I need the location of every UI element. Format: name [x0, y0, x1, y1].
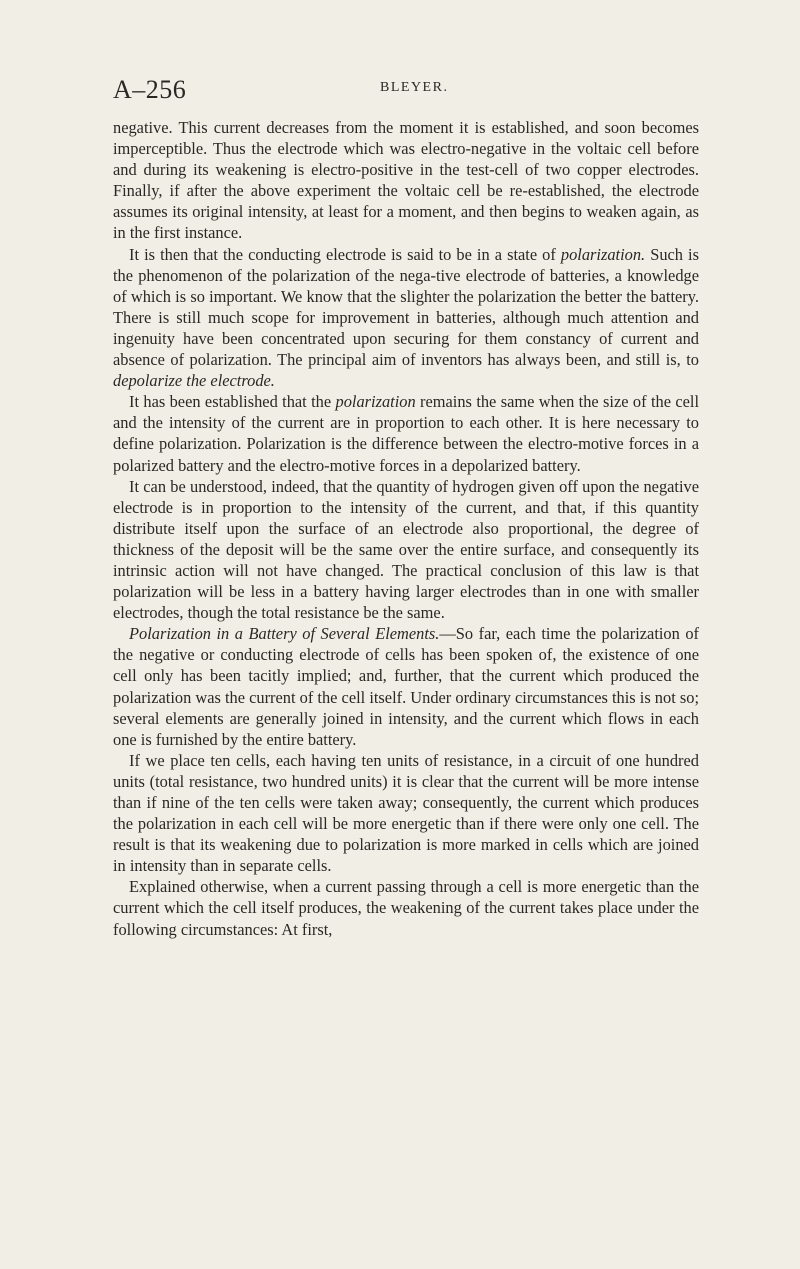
- paragraph-1: negative. This current decreases from the moment it is established, and soon becomes imperceptible. Thus the electrode which was electro-negative in the voltaic cell before and during its weakening is electro-positive in the test-cell of two copper electrodes. Finally, if after the above experiment the voltaic cell be re-established, the electrode assumes its original intensity, at least for a moment, and then begins to weaken again, as in the first instance.: [113, 118, 699, 243]
- italic-term: polarization.: [560, 244, 646, 264]
- body-text: [113, 117, 699, 940]
- paragraph-7: Explained otherwise, when a current passing through a cell is more energetic than the current which the cell itself produces, the weakening of the current takes place under the following circumstances: At first,: [113, 877, 699, 939]
- paragraph-5: Polarization in a Battery of Several Elements.—So far, each time the polarization of the negative or conducting electrode of cells has been spoken of, the existence of one cell only has been tacitly implied; and, further, that the current which produced the polarization was the current of the cell itself. Under ordinary circumstances this is not so; several elements are generally joined in intensity, and the current which flows in each one is furnished by the entire battery.: [113, 624, 699, 749]
- section-heading: Polarization in a Battery of Several Elements.: [129, 624, 440, 644]
- page-number: A–256: [113, 75, 187, 104]
- italic-term: polarization: [335, 392, 416, 412]
- running-head: BLEYER.: [380, 80, 449, 95]
- italic-term: depolarize the electrode.: [113, 371, 275, 391]
- paragraph-2: It is then that the conducting electrode is said to be in a state of polarization. Such is the phenomenon of the polarization of the nega-tive electrode of batteries, a knowledge of which is so important. We know that the slighter the polarization the better the battery. There is still much scope for improvement in batteries, although much attention and ingenuity have been concentrated upon securing for them constancy of current and absence of polarization. The principal aim of inventors has always been, and still is, to depolarize the electrode.: [113, 244, 699, 391]
- paragraph-3: It has been established that the polarization remains the same when the size of the cell and the intensity of the current are in proportion to each other. It is here necessary to define polarization. Polarization is the difference between the electro-motive forces in a polarized battery and the electro-motive forces in a depolarized battery.: [113, 392, 700, 475]
- paragraph-4: It can be understood, indeed, that the quantity of hydrogen given off upon the negative electrode is in proportion to the intensity of the current, and that, if this quantity distribute itself upon the surface of an electrode also proportional, the degree of thickness of the deposit will be the same over the entire surface, and consequently its intrinsic action will not have changed. The practical conclusion of this law is that polarization will be less in a battery having larger electrodes than in one with smaller electrodes, though the total resistance be the same.: [113, 476, 699, 623]
- paragraph-6: If we place ten cells, each having ten units of resistance, in a circuit of one hundred units (total resistance, two hundred units) it is clear that the current will be more intense than if nine of the ten cells were taken away; consequently, the current which produces the polarization in each cell will be more energetic than if there were only one cell. The result is that its weakening due to polarization is more marked in cells which are joined in intensity than in separate cells.: [113, 750, 699, 876]
